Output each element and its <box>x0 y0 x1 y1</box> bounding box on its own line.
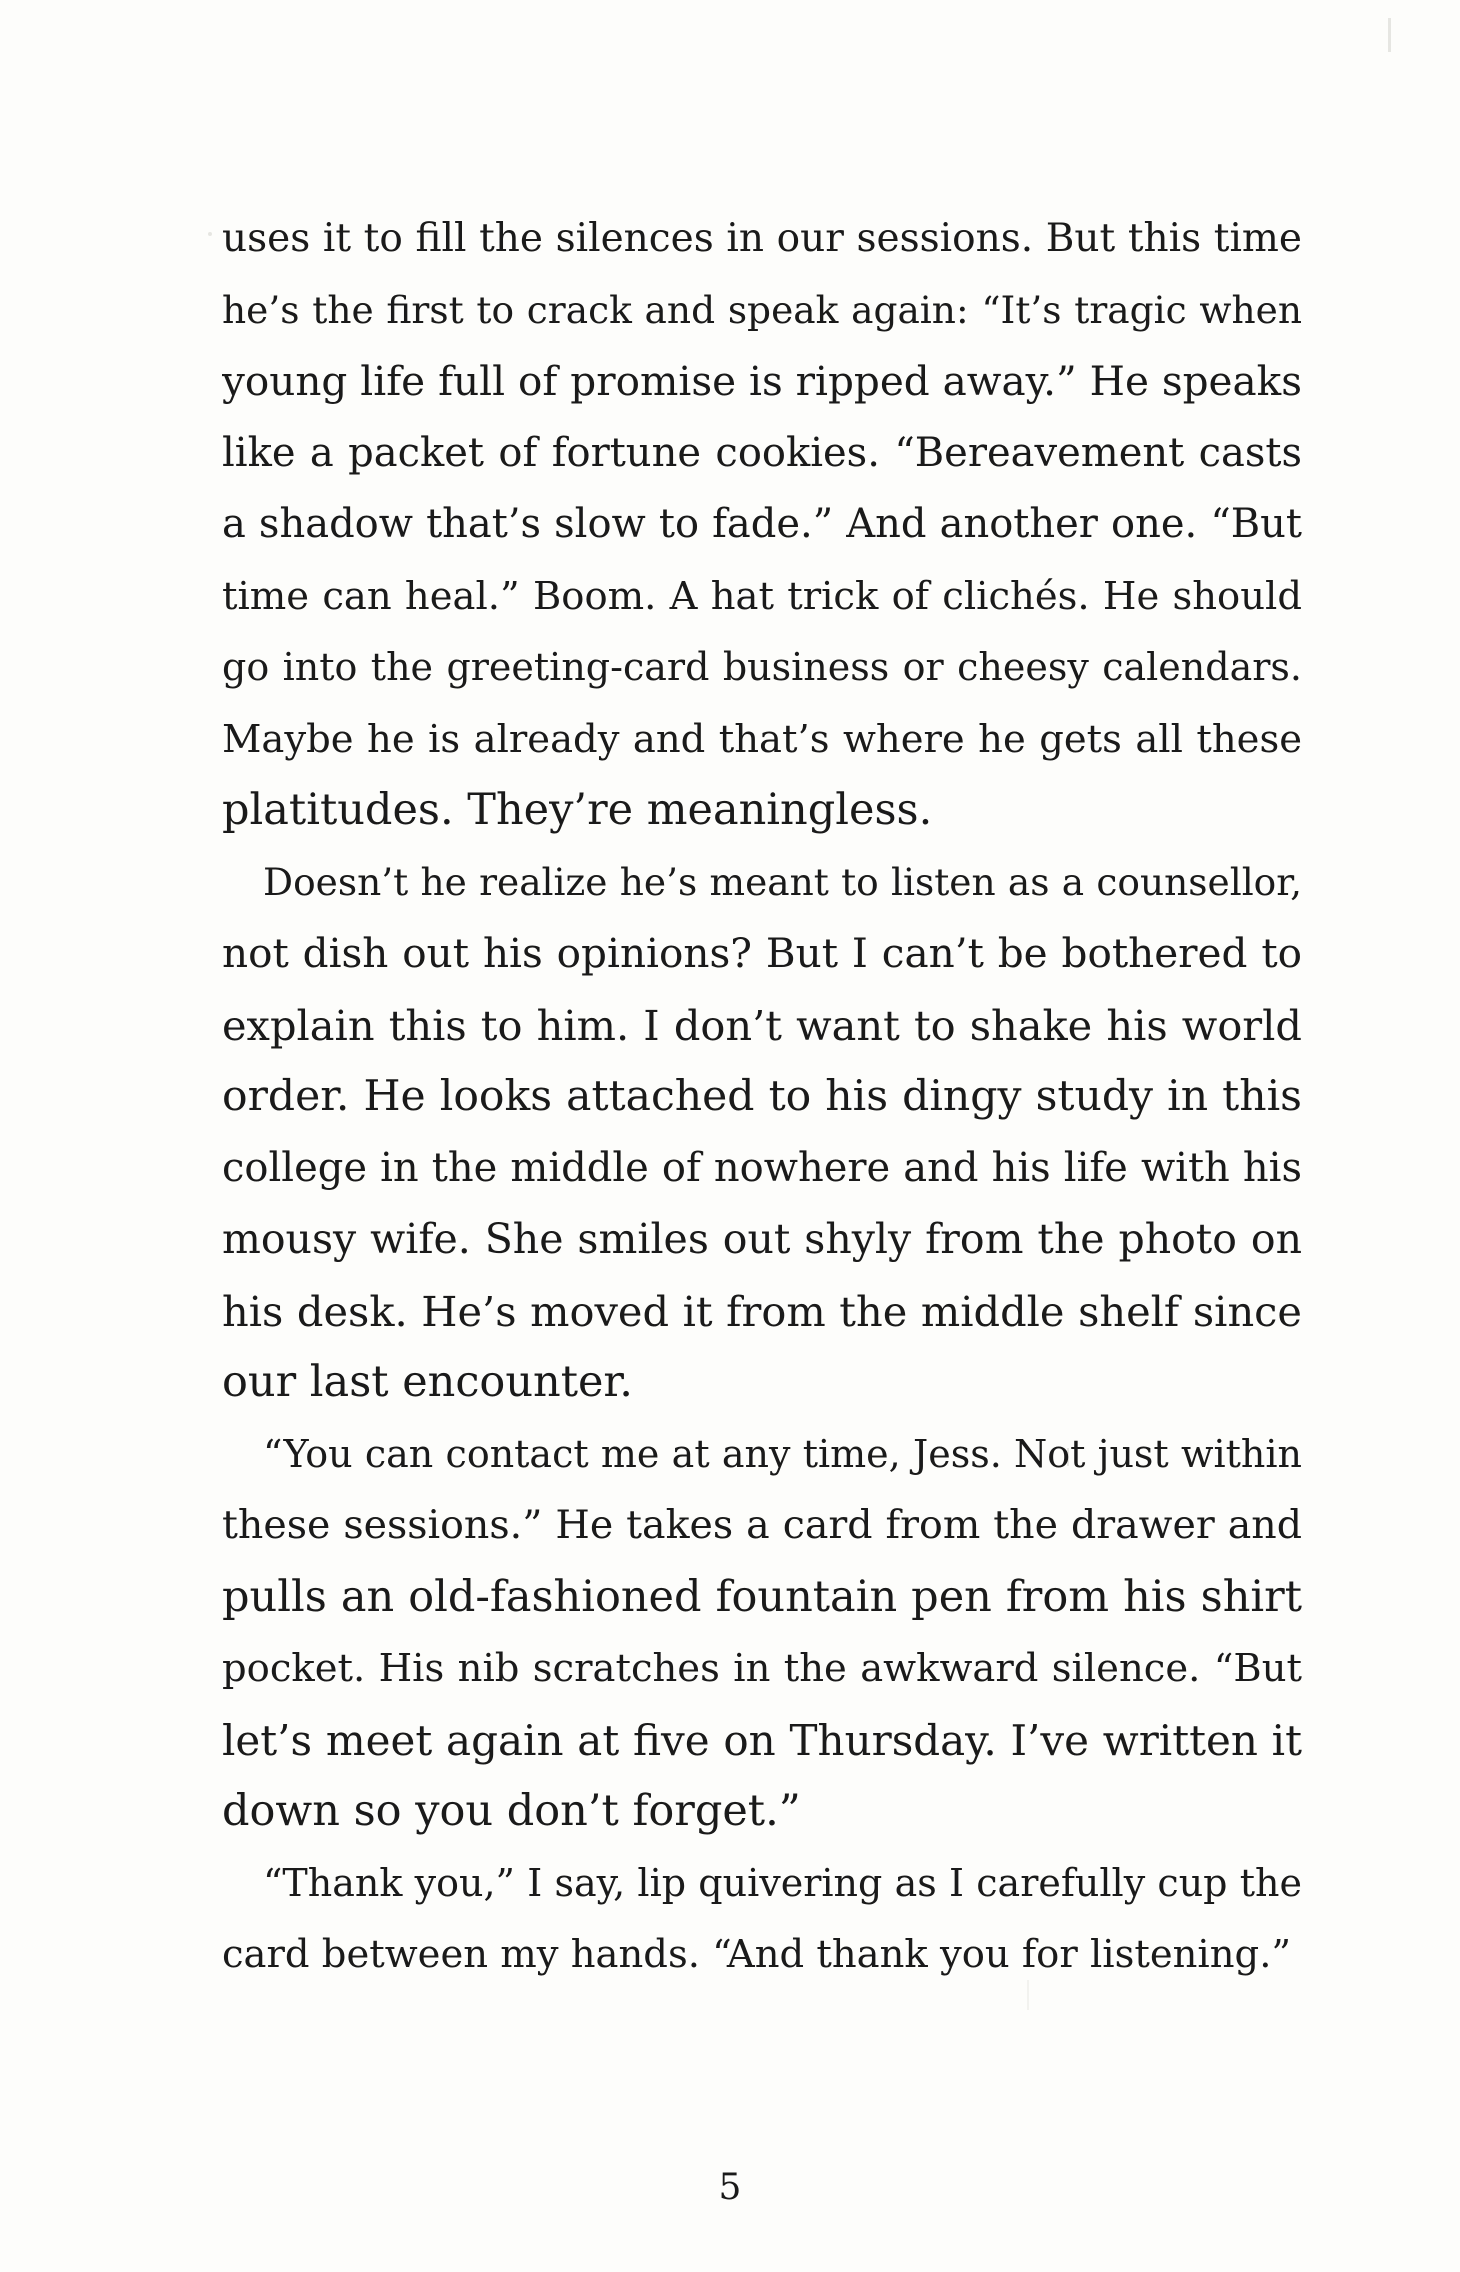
text-line: mousy wife. She smiles out shyly from the photo on <box>222 1215 1302 1263</box>
text-line: time can heal.” Boom. A hat trick of clichés. He should <box>222 573 1302 619</box>
text-line: Doesn’t he realize he’s meant to listen as a counsellor, <box>263 859 1302 904</box>
text-line: down so you don’t forget.” <box>222 1786 801 1836</box>
paragraph <box>222 847 1302 1419</box>
text-line: explain this to him. I don’t want to shake his world <box>222 1000 1302 1050</box>
text-line: his desk. He’s moved it from the middle shelf since <box>222 1286 1302 1336</box>
text-line: uses it to fill the silences in our sessions. But this time <box>222 216 1302 261</box>
scan-mark <box>1388 18 1391 52</box>
paragraph <box>222 1848 1302 1991</box>
paragraph <box>222 1419 1302 1848</box>
text-line: card between my hands. “And thank you for listening.” <box>222 1932 1292 1977</box>
text-line: platitudes. They’re meaningless. <box>222 785 933 835</box>
text-line: let’s meet again at five on Thursday. I’ve written it <box>222 1715 1302 1765</box>
text-line: these sessions.” He takes a card from the drawer and <box>222 1502 1302 1548</box>
text-line: pulls an old-fashioned fountain pen from his shirt <box>222 1571 1302 1622</box>
text-line: like a packet of fortune cookies. “Bereavement casts <box>222 429 1302 476</box>
text-line: he’s the first to crack and speak again: “It’s tragic when <box>222 287 1302 332</box>
scan-mark <box>208 232 212 236</box>
body-text <box>222 203 1302 1991</box>
text-line: Maybe he is already and that’s where he gets all these <box>222 716 1302 762</box>
text-line: order. He looks attached to his dingy study in this <box>222 1072 1302 1121</box>
text-line: college in the middle of nowhere and his life with his <box>222 1144 1302 1191</box>
text-line: “Thank you,” I say, lip quivering as I carefully cup the <box>263 1860 1302 1905</box>
text-line: our last encounter. <box>222 1357 633 1407</box>
text-line: go into the greeting-card business or cheesy calendars. <box>222 645 1302 689</box>
text-line: not dish out his opinions? But I can’t be bothered to <box>222 929 1302 977</box>
text-line: a shadow that’s slow to fade.” And another one. “But <box>222 501 1302 547</box>
paragraph <box>222 203 1302 847</box>
text-line: pocket. His nib scratches in the awkward silence. “But <box>222 1646 1302 1691</box>
page-number: 5 <box>718 2167 742 2208</box>
text-line: young life full of promise is ripped away.” He speaks <box>222 357 1302 405</box>
text-line: “You can contact me at any time, Jess. Not just within <box>263 1431 1302 1476</box>
